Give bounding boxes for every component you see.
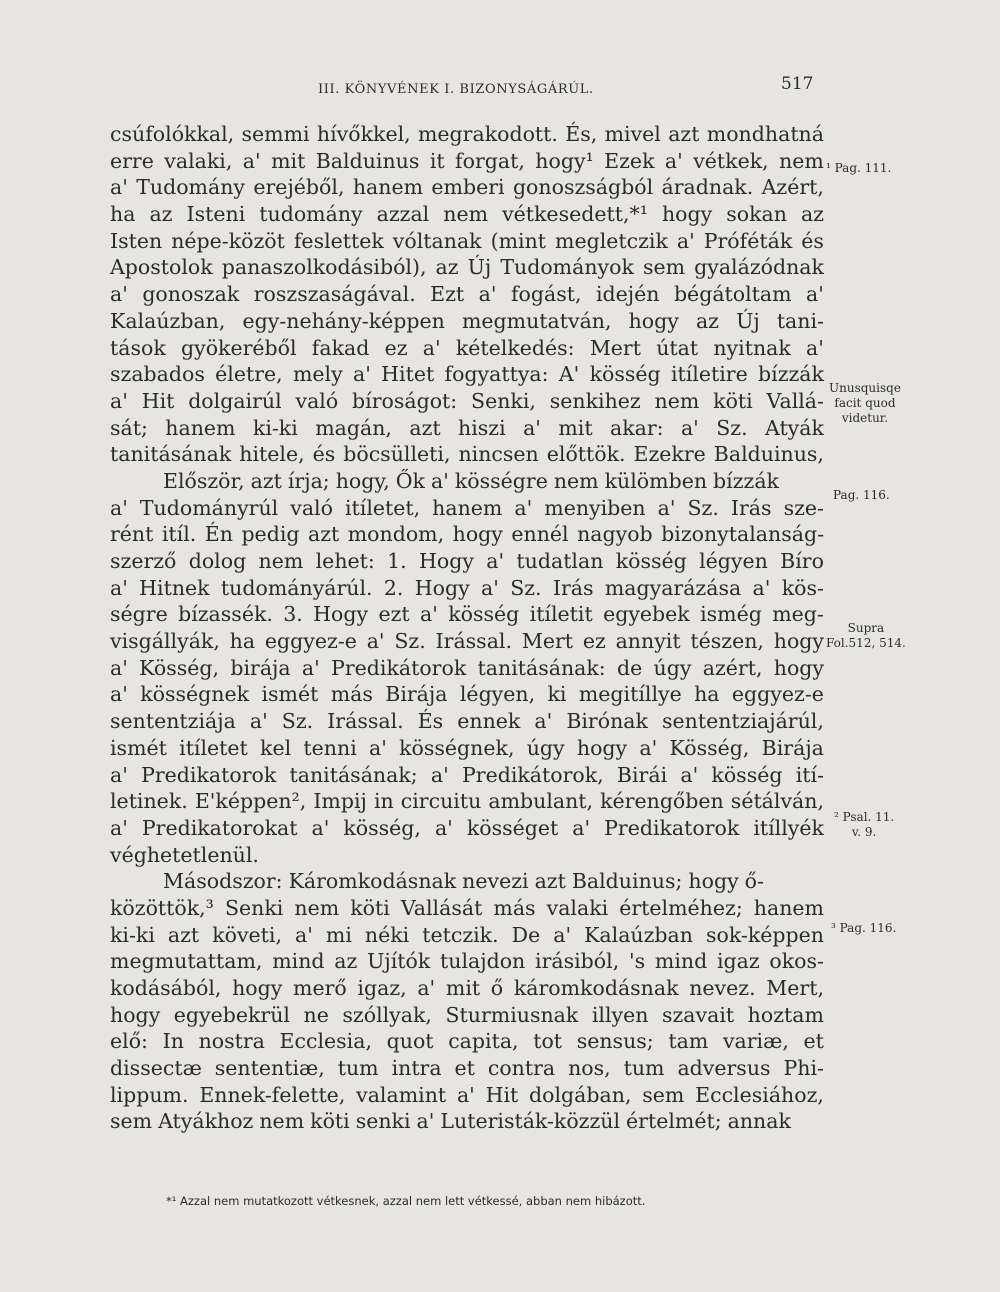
- text-line: Kalaúzban, egy-nehány-képpen megmutatván, hogy az Új tani-: [110, 308, 824, 333]
- text-line: a' gonoszak roszszaságával. Ezt a' fogást, idején bégátoltam a': [110, 282, 824, 307]
- text-line: tanitásának hitele, és böcsülleti, nincsen előttök. Ezekre Balduinus,: [110, 442, 824, 467]
- text-line: Először, azt írja; hogy, Ők a' kösségre nem külömben bízzák: [163, 468, 779, 493]
- text-line: erre valaki, a' mit Balduinus it forgat, hogy¹ Ezek a' vétkek, nem: [110, 148, 824, 173]
- text-line: dissectæ sententiæ, tum intra et contra nos, tum adversus Phi-: [110, 1056, 824, 1081]
- margin-note-pag-111: ¹ Pag. 111.: [826, 161, 892, 175]
- text-line: csúfolókkal, semmi hívőkkel, megrakodott. És, mivel azt mondhatná: [110, 122, 824, 146]
- text-line: elő: In nostra Ecclesia, quot capita, tot sensus; tam variæ, et: [110, 1029, 824, 1054]
- text-line: a' Predikatorokat a' kösség, a' kösséget a' Predikatorok itíllyék: [110, 815, 824, 840]
- text-line: visgállyák, ha eggyez-e a' Sz. Irással. Mert ez annyit tészen, hogy: [110, 629, 824, 654]
- text-line: a' Tudomány erejéből, hanem emberi gonoszságból áradnak. Azért,: [110, 175, 824, 200]
- text-line: megmutattam, mind az Ujítók tulajdon irásiból, 's mind igaz okos-: [110, 949, 824, 974]
- text-line: letinek. E'képpen², Impij in circuitu ambulant, kérengőben sétálván,: [110, 789, 824, 814]
- text-line: lippum. Ennek-felette, valamint a' Hit dolgában, sem Ecclesiához,: [110, 1082, 824, 1107]
- text-line: szerző dolog nem lehet: 1. Hogy a' tudatlan kösség légyen Bíro: [110, 549, 824, 573]
- footnote: *¹ Azzal nem mutatkozott vétkesnek, azzal nem lett vétkessé, abban nem hibázott.: [166, 1194, 646, 1208]
- text-line: közöttök,³ Senki nem köti Vallását más valaki értelméhez; hanem: [110, 895, 824, 920]
- text-line: a' Tudományrúl való itíletet, hanem a' menyiben a' Sz. Irás sze-: [110, 495, 824, 520]
- text-line: ségre bízassék. 3. Hogy ezt a' kösség itíletit egyebek ismég meg-: [110, 602, 824, 627]
- margin-note-unusquisqe: Unusquisqe facit quod videtur.: [829, 381, 901, 425]
- text-line: ismét itíletet kel tenni a' kösségnek, úgy hogy a' Kösség, Birája: [110, 735, 824, 760]
- text-line: szabados életre, mely a' Hitet fogyattya: A' kösség itíletire bízzák: [110, 362, 824, 387]
- text-line: a' Predikatorok tanitásának; a' Predikátorok, Birái a' kösség ití-: [110, 762, 824, 787]
- text-line: Apostolok panaszolkodásiból), az Új Tudományok sem gyalázódnak: [110, 255, 824, 280]
- main-text: [110, 121, 824, 1135]
- text-line: a' kösségnek ismét más Birája légyen, ki megitíllye ha eggyez-e: [110, 682, 824, 707]
- margin-note-supra: Supra Fol.512, 514.: [826, 621, 906, 650]
- text-line: tások gyökeréből fakad ez a' kételkedés: Mert útat nyitnak a': [110, 335, 824, 360]
- text-line: sententziája a' Sz. Irással. És ennek a' Birónak sententziajárúl,: [110, 709, 824, 734]
- text-line: rént itíl. Én pedig azt mondom, hogy ennél nagyob bizonytalanság-: [110, 522, 824, 547]
- text-line: véghetetlenül.: [110, 842, 259, 867]
- margin-note-pag-116: Pag. 116.: [833, 488, 890, 502]
- text-line: kodásából, hogy merő igaz, a' mit ő káromkodásnak nevez. Mert,: [110, 976, 824, 1000]
- text-line: sem Atyákhoz nem köti senki a' Luteristák-közzül értelmét; annak: [110, 1109, 791, 1134]
- text-line: ki-ki azt követi, a' mi néki tetczik. De a' Kalaúzban sok-képpen: [110, 922, 824, 947]
- running-header: III. KÖNYVÉNEK I. BIZONYSÁGÁRÚL.: [318, 82, 594, 97]
- text-line: a' Hitnek tudományárúl. 2. Hogy a' Sz. Irás magyarázása a' kös-: [110, 575, 824, 600]
- margin-note-pag-116-b: ³ Pag. 116.: [831, 921, 897, 935]
- text-line: Másodszor: Káromkodásnak nevezi azt Balduinus; hogy ő-: [163, 869, 764, 894]
- text-line: hogy egyebekrül ne szóllyak, Sturmiusnak illyen szavait hoztam: [110, 1002, 824, 1027]
- margin-note-psal-11: ² Psal. 11. v. 9.: [834, 810, 895, 839]
- text-line: Isten népe-közöt feslettek vóltanak (mint megletczik a' Próféták és: [110, 228, 824, 253]
- text-line: a' Kösség, birája a' Predikátorok tanitásának: de úgy azért, hogy: [110, 655, 824, 680]
- page-number: 517: [781, 74, 814, 94]
- text-line: sát; hanem ki-ki magán, azt hiszi a' mit akar: a' Sz. Atyák: [110, 415, 824, 440]
- text-line: a' Hit dolgairúl való bíroságot: Senki, senkihez nem köti Vallá-: [110, 388, 824, 413]
- text-line: ha az Isteni tudomány azzal nem vétkesedett,*¹ hogy sokan az: [110, 202, 824, 227]
